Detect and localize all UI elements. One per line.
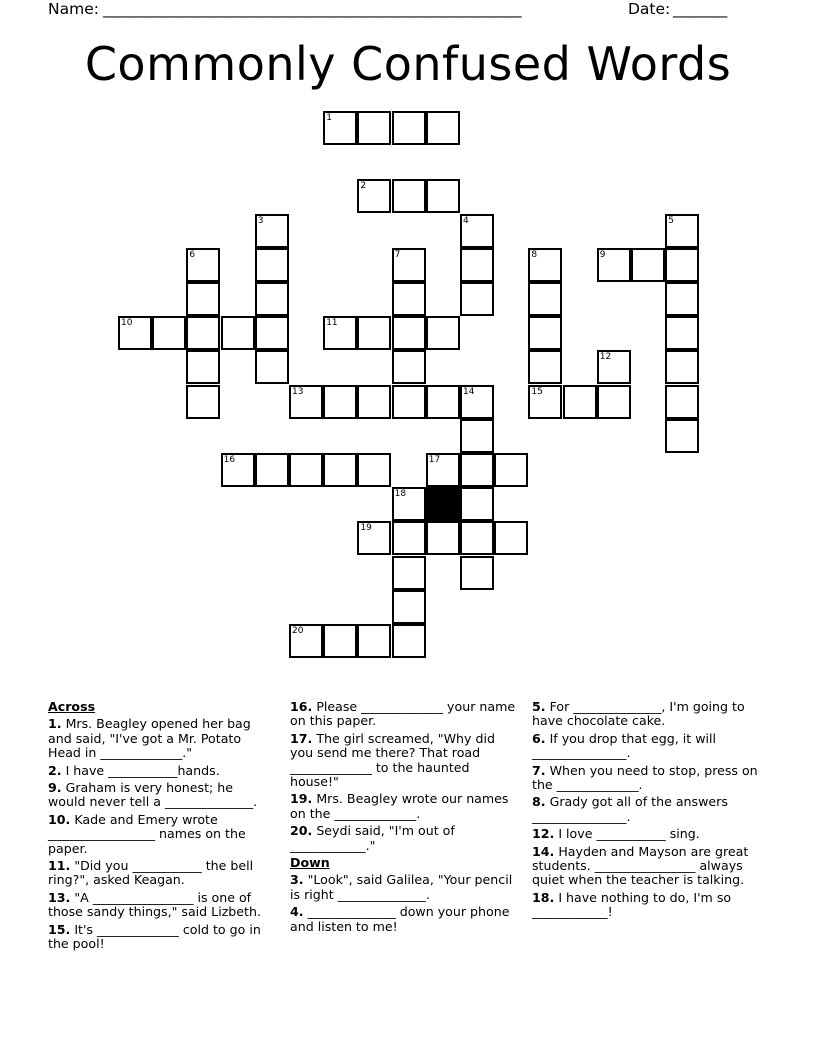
- clue: [290, 792, 518, 821]
- crossword-cell[interactable]: [392, 521, 426, 555]
- clue-text: Kade and Emery wrote _________________ names on the paper.: [48, 811, 246, 856]
- crossword-cell[interactable]: [528, 282, 562, 316]
- clue: [48, 717, 274, 760]
- crossword-cell[interactable]: [460, 282, 494, 316]
- clue: [48, 764, 274, 778]
- crossword-cell[interactable]: [186, 248, 220, 282]
- crossword-cell[interactable]: [323, 316, 357, 350]
- clue-number: 13: [292, 386, 304, 397]
- crossword-cell[interactable]: [528, 248, 562, 282]
- down-clue-list-continued: [532, 700, 758, 920]
- crossword-cell[interactable]: [323, 453, 357, 487]
- clue: [532, 827, 758, 841]
- crossword-cell[interactable]: [665, 385, 699, 419]
- clue-number: 19: [360, 523, 372, 534]
- crossword-cell[interactable]: [392, 487, 426, 521]
- crossword-cell[interactable]: [118, 316, 152, 350]
- clue-number: 19.: [290, 791, 313, 807]
- crossword-cell[interactable]: [528, 316, 562, 350]
- crossword-cell[interactable]: [426, 111, 460, 145]
- clue-number: 9.: [48, 780, 62, 796]
- clue-number: 8.: [532, 794, 546, 810]
- clue: [48, 891, 274, 920]
- crossword-cell[interactable]: [392, 179, 426, 213]
- crossword-cell[interactable]: [186, 282, 220, 316]
- clue-number: 12.: [532, 826, 555, 842]
- clue-number: 1: [326, 113, 332, 123]
- crossword-cell[interactable]: [392, 350, 426, 384]
- clue-column-3: [532, 700, 758, 923]
- crossword-cell[interactable]: [563, 385, 597, 419]
- crossword-cell[interactable]: [255, 214, 289, 248]
- crossword-cell[interactable]: [460, 248, 494, 282]
- crossword-cell[interactable]: [392, 282, 426, 316]
- clue-text: The girl screamed, "Why did you send me there? That road _____________ to the haunted house!": [290, 730, 495, 790]
- crossword-cell[interactable]: [460, 521, 494, 555]
- down-clue-list: [290, 873, 518, 934]
- crossword-cell[interactable]: [221, 453, 255, 487]
- clue-text: ______________ down your phone and listen to me!: [290, 904, 510, 934]
- crossword-cell[interactable]: [665, 350, 699, 384]
- clue: [48, 859, 274, 888]
- crossword-cell[interactable]: [186, 385, 220, 419]
- clue-number: 11.: [48, 858, 71, 874]
- clue-number: 20: [292, 626, 304, 636]
- clue-number: 18.: [532, 889, 555, 905]
- clue: [532, 700, 758, 729]
- crossword-cell[interactable]: [460, 487, 494, 521]
- clue-number: 6.: [532, 730, 546, 746]
- clue: [532, 764, 758, 793]
- crossword-cell[interactable]: [665, 316, 699, 350]
- clue-number: 8: [531, 249, 538, 260]
- crossword-cell[interactable]: [186, 316, 220, 350]
- across-clue-list-continued: [290, 700, 518, 853]
- crossword-cell[interactable]: [221, 316, 255, 350]
- clue-text: "A ________________ is one of those sandy things," said Lizbeth.: [48, 889, 261, 920]
- crossword-cell[interactable]: [392, 590, 426, 624]
- crossword-cell[interactable]: [460, 419, 494, 453]
- clue-number: 3: [257, 215, 264, 226]
- crossword-cell[interactable]: [255, 282, 289, 316]
- crossword-cell[interactable]: [494, 521, 528, 555]
- clue-text: If you drop that egg, it will _______________.: [532, 730, 717, 761]
- crossword-cell[interactable]: [597, 385, 631, 419]
- crossword-cell[interactable]: [460, 453, 494, 487]
- date-label: Date:: [628, 0, 671, 18]
- clue: [48, 923, 274, 952]
- clue-number: 17.: [290, 730, 313, 746]
- crossword-cell[interactable]: [392, 316, 426, 350]
- clue: [48, 781, 274, 810]
- clue-number: 7: [394, 249, 401, 260]
- crossword-cell[interactable]: [357, 316, 391, 350]
- clue: [48, 813, 274, 856]
- crossword-cell[interactable]: [426, 385, 460, 419]
- crossword-cell[interactable]: [255, 316, 289, 350]
- clue-number: 1.: [48, 716, 62, 732]
- clue-number: 15: [531, 386, 543, 397]
- crossword-cell[interactable]: [357, 521, 391, 555]
- clue: [532, 891, 758, 920]
- crossword-cell[interactable]: [665, 419, 699, 453]
- crossword-cell[interactable]: [392, 556, 426, 590]
- crossword-cell[interactable]: [392, 624, 426, 658]
- crossword-cell[interactable]: [289, 624, 323, 658]
- clue: [290, 824, 518, 853]
- clue-number: 10.: [48, 811, 71, 827]
- crossword-cell[interactable]: [255, 350, 289, 384]
- clue-number: 20.: [290, 823, 313, 839]
- clue: [532, 795, 758, 824]
- clue-text: Mrs. Beagley wrote our names on the _____________.: [290, 791, 509, 821]
- clue-number: 2.: [48, 762, 62, 778]
- crossword-cell[interactable]: [186, 350, 220, 384]
- clue: [290, 873, 518, 902]
- clue: [290, 700, 518, 729]
- crossword-cell[interactable]: [357, 179, 391, 213]
- clue-text: I have ___________hands.: [61, 762, 220, 778]
- crossword-cell[interactable]: [426, 316, 460, 350]
- clue-text: "Look", said Galilea, "Your pencil is right ______________.: [290, 872, 513, 902]
- clue-text: When you need to stop, press on the _____________.: [532, 762, 758, 793]
- crossword-cell[interactable]: [665, 282, 699, 316]
- crossword-cell[interactable]: [597, 350, 631, 384]
- clue-text: Hayden and Mayson are great students. ________________ always quiet when the teacher is talking.: [532, 843, 749, 888]
- across-heading: Across: [48, 699, 96, 714]
- clue-number: 17: [428, 455, 441, 465]
- clue-number: 5: [668, 215, 674, 226]
- crossword-cell[interactable]: [289, 385, 323, 419]
- clue-number: 12: [599, 352, 612, 363]
- clue: [532, 732, 758, 761]
- clue-number: 9: [599, 249, 606, 260]
- crossword-cell[interactable]: [323, 111, 357, 145]
- crossword-cell[interactable]: [494, 453, 528, 487]
- clue-text: For ______________, I'm going to have chocolate cake.: [532, 699, 745, 729]
- crossword-cell[interactable]: [392, 385, 426, 419]
- clue-number: 5.: [532, 699, 546, 714]
- crossword-cell[interactable]: [528, 350, 562, 384]
- crossword-cell[interactable]: [357, 111, 391, 145]
- clue-text: "Did you ___________ the bell ring?", asked Keagan.: [48, 858, 254, 888]
- crossword-cell[interactable]: [460, 385, 494, 419]
- clue-number: 16: [223, 455, 236, 465]
- clue-number: 11: [326, 318, 338, 329]
- name-label: Name:: [48, 0, 99, 18]
- crossword-cell[interactable]: [255, 453, 289, 487]
- across-clue-list: [48, 717, 274, 951]
- date-field[interactable]: _______: [673, 0, 728, 18]
- clue-number: 10: [121, 318, 133, 329]
- crossword-cell[interactable]: [357, 624, 391, 658]
- crossword-cell[interactable]: [357, 385, 391, 419]
- crossword-cell[interactable]: [357, 453, 391, 487]
- crossword-cell[interactable]: [255, 248, 289, 282]
- clue-number: 4: [463, 215, 469, 226]
- clue-number: 6: [189, 249, 196, 260]
- clue-number: 13.: [48, 889, 71, 905]
- clue-number: 16.: [290, 699, 313, 714]
- crossword-cell[interactable]: [392, 248, 426, 282]
- clue-number: 3.: [290, 872, 304, 888]
- crossword-cell[interactable]: [597, 248, 631, 282]
- clue-text: I love ___________ sing.: [554, 826, 700, 842]
- crossword-cell[interactable]: [323, 385, 357, 419]
- page-title: Commonly Confused Words: [84, 37, 732, 91]
- clue-text: It's _____________ cold to go in the pool!: [48, 921, 261, 952]
- clue-number: 18: [394, 489, 407, 500]
- crossword-cell[interactable]: [426, 179, 460, 213]
- clue-number: 2: [360, 181, 367, 192]
- crossword-cell[interactable]: [631, 248, 665, 282]
- clue: [290, 732, 518, 790]
- name-field[interactable]: ______________________________________________________: [103, 0, 522, 18]
- clue: [290, 905, 518, 934]
- clue-number: 7.: [532, 762, 546, 778]
- clue-number: 4.: [290, 904, 304, 920]
- crossword-cell[interactable]: [426, 521, 460, 555]
- clue: [532, 845, 758, 888]
- clue-text: Please _____________ your name on this paper.: [290, 699, 516, 729]
- crossword-cell[interactable]: [152, 316, 186, 350]
- crossword-cell[interactable]: [665, 214, 699, 248]
- crossword-cell[interactable]: [392, 111, 426, 145]
- black-square: [426, 487, 460, 521]
- clue-number: 14: [463, 386, 475, 397]
- clue-text: Mrs. Beagley opened her bag and said, "I've got a Mr. Potato Head in _____________.": [48, 716, 251, 761]
- crossword-cell[interactable]: [289, 453, 323, 487]
- crossword-cell[interactable]: [460, 556, 494, 590]
- crossword-cell[interactable]: [528, 385, 562, 419]
- crossword-cell[interactable]: [426, 453, 460, 487]
- clue-number: 15.: [48, 921, 71, 937]
- down-heading: Down: [290, 855, 330, 871]
- crossword-cell[interactable]: [665, 248, 699, 282]
- clue-text: Seydi said, "I'm out of ____________.": [290, 823, 455, 853]
- crossword-cell[interactable]: [460, 214, 494, 248]
- clue-column-1: [48, 700, 274, 955]
- clue-number: 14.: [532, 843, 555, 859]
- clue-text: Grady got all of the answers _______________.: [532, 794, 728, 824]
- clue-column-2: [290, 700, 518, 937]
- clue-text: Graham is very honest; he would never tell a ______________.: [48, 780, 258, 810]
- clue-text: I have nothing to do, I'm so ____________!: [532, 889, 732, 920]
- crossword-cell[interactable]: [323, 624, 357, 658]
